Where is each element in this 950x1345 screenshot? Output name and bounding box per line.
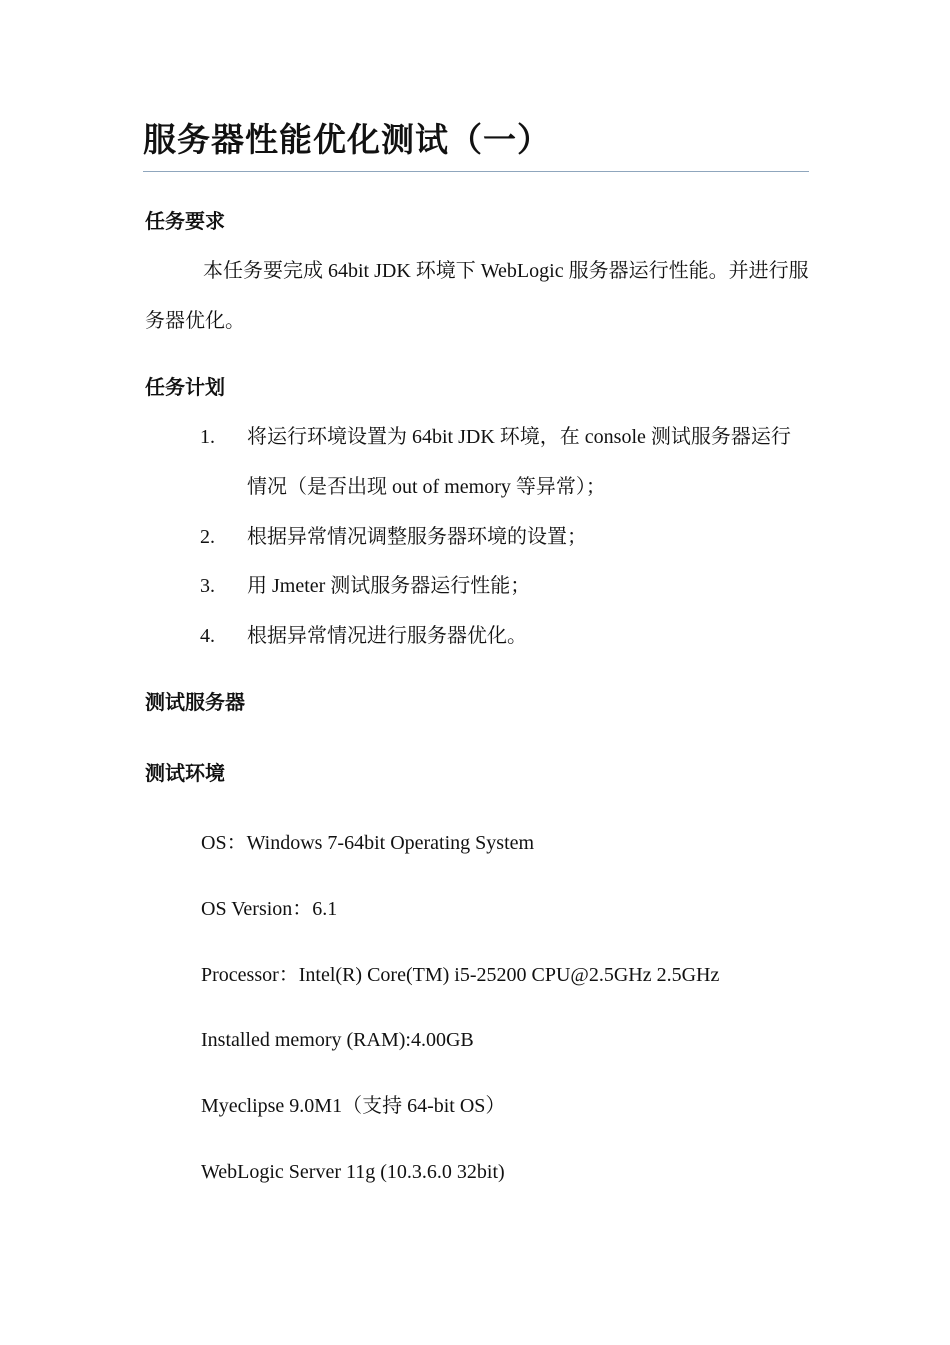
list-text: 根据异常情况进行服务器优化。 [247, 625, 527, 647]
heading-test-env: 测试环境 [145, 761, 225, 785]
plan-list-item [200, 561, 810, 611]
plan-list-item [200, 412, 810, 512]
list-number: 2. [200, 526, 215, 548]
plan-list-item [200, 512, 810, 562]
page-title: 服务器性能优化测试（一） [143, 120, 551, 159]
env-line-myeclipse: Myeclipse 9.0M1（支持 64-bit OS） [201, 1095, 506, 1117]
list-text: 用 Jmeter 测试服务器运行性能； [247, 575, 531, 597]
env-line-os: OS：Windows 7-64bit Operating System [201, 832, 535, 854]
list-number: 4. [200, 625, 215, 647]
list-number: 3. [200, 575, 215, 597]
title-divider [143, 171, 809, 172]
list-text: 根据异常情况调整服务器环境的设置； [247, 526, 587, 548]
heading-test-server: 测试服务器 [145, 690, 245, 714]
env-line-memory: Installed memory (RAM):4.00GB [201, 1029, 474, 1051]
list-number: 1. [200, 426, 215, 448]
plan-list-item [200, 611, 810, 661]
env-line-processor: Processor：Intel(R) Core(TM) i5-25200 CPU@2.5GHz 2.5GHz [201, 964, 720, 986]
requirement-paragraph: 本任务要完成 64bit JDK 环境下 WebLogic 服务器运行性能。并进行服务器优化。 [145, 260, 809, 332]
heading-requirement: 任务要求 [145, 209, 225, 233]
env-line-os-version: OS Version：6.1 [201, 898, 338, 920]
env-line-weblogic: WebLogic Server 11g (10.3.6.0 32bit) [201, 1161, 505, 1183]
heading-plan: 任务计划 [145, 375, 225, 399]
list-text: 将运行环境设置为 64bit JDK 环境，在 console 测试服务器运行情况（是否出现 out of memory 等异常）； [247, 426, 791, 498]
